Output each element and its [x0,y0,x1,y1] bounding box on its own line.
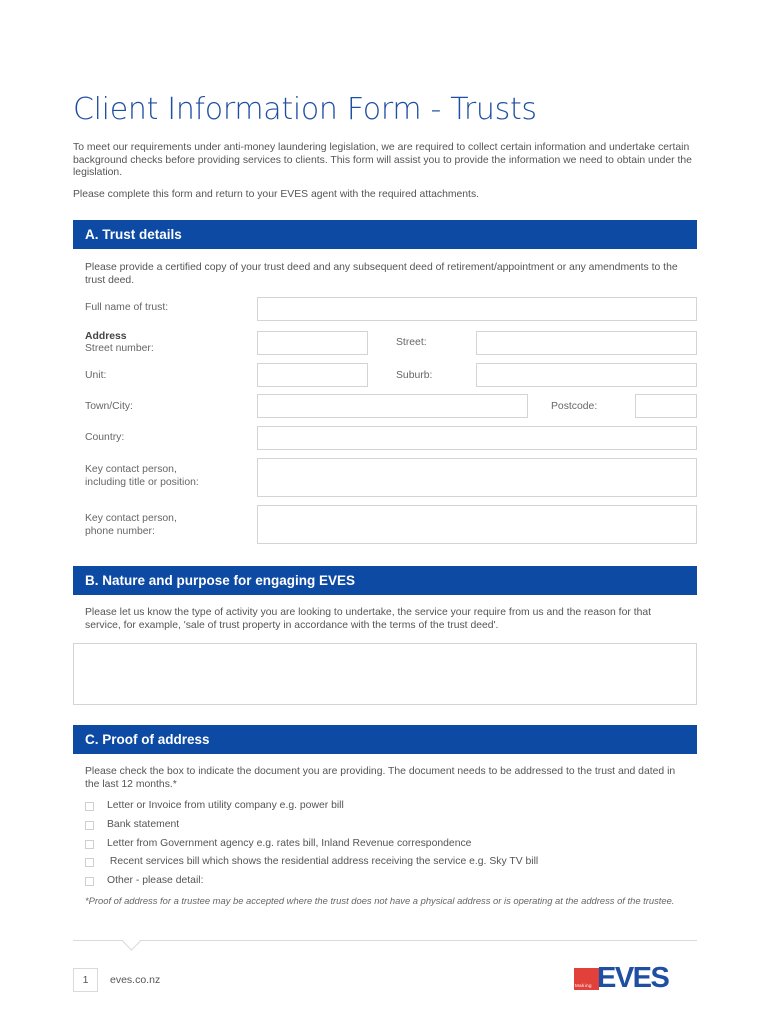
unit-label: Unit: [85,370,107,381]
footer-divider-notch [122,932,140,950]
option-services-bill-checkbox[interactable] [85,858,94,867]
street-number-input[interactable] [257,331,368,355]
intro-paragraph: To meet our requirements under anti-money laundering legislation, we are required to collect certain information and undertake certain background checks before providing services to clients. This form will assist you to provide the information we need to obtain under the legislation. [73,142,692,179]
street-input[interactable] [476,331,697,355]
intro-instruction: Please complete this form and return to your EVES agent with the required attachments. [73,189,480,200]
logo-subtext: Making [575,983,592,988]
footer-divider [73,940,697,941]
eves-logo: EVES [597,962,669,994]
option-utility-checkbox[interactable] [85,802,94,811]
unit-input[interactable] [257,363,368,387]
full-name-label: Full name of trust: [85,302,169,313]
town-label: Town/City: [85,401,133,412]
section-b-heading: B. Nature and purpose for engaging EVES [73,566,697,595]
page-title: Client Information Form - Trusts [73,92,537,127]
footer-url[interactable]: eves.co.nz [110,974,161,986]
option-bank-label: Bank statement [107,819,180,830]
phone-label-line2: phone number: [85,526,155,537]
phone-label-line1: Key contact person, [85,513,177,524]
option-services-bill-label: Recent services bill which shows the residential address receiving the service e.g. Sky TV bill [107,856,539,867]
proof-note: *Proof of address for a trustee may be accepted where the trust does not have a physical address or is operating at the address of the trustee. [85,895,675,906]
street-number-label: Street number: [85,343,154,354]
section-b-instruction: Please let us know the type of activity you are looking to undertake, the service your require from us and the reason for that service, for example, 'sale of trust property in accordance with the terms of the trust deed'. [85,607,652,631]
section-c-heading: C. Proof of address [73,725,697,754]
postcode-input[interactable] [635,394,697,418]
postcode-label: Postcode: [551,401,598,412]
option-government-label: Letter from Government agency e.g. rates bill, Inland Revenue correspondence [107,838,472,849]
contact-label-line2: including title or position: [85,477,199,488]
contact-person-input[interactable] [257,458,697,497]
section-a-heading: A. Trust details [73,220,697,249]
option-other-label: Other - please detail: [107,875,204,886]
contact-label-line1: Key contact person, [85,464,177,475]
street-label: Street: [396,337,427,348]
option-utility-label: Letter or Invoice from utility company e.g. power bill [107,800,344,811]
option-other-checkbox[interactable] [85,877,94,886]
section-c-instruction: Please check the box to indicate the document you are providing. The document needs to be addressed to the trust and dated in the last 12 months.* [85,766,676,790]
option-bank-checkbox[interactable] [85,821,94,830]
country-label: Country: [85,432,125,443]
full-name-input[interactable] [257,297,697,321]
page-number: 1 [73,968,98,992]
address-heading-text: Address [85,331,127,342]
section-a-instruction: Please provide a certified copy of your trust deed and any subsequent deed of retirement/appointment or any amendments to the trust deed. [85,262,678,286]
option-government-checkbox[interactable] [85,840,94,849]
suburb-label: Suburb: [396,370,433,381]
purpose-textarea[interactable] [73,643,697,705]
address-heading [85,331,127,344]
contact-phone-input[interactable] [257,505,697,544]
suburb-input[interactable] [476,363,697,387]
country-input[interactable] [257,426,697,450]
town-input[interactable] [257,394,528,418]
